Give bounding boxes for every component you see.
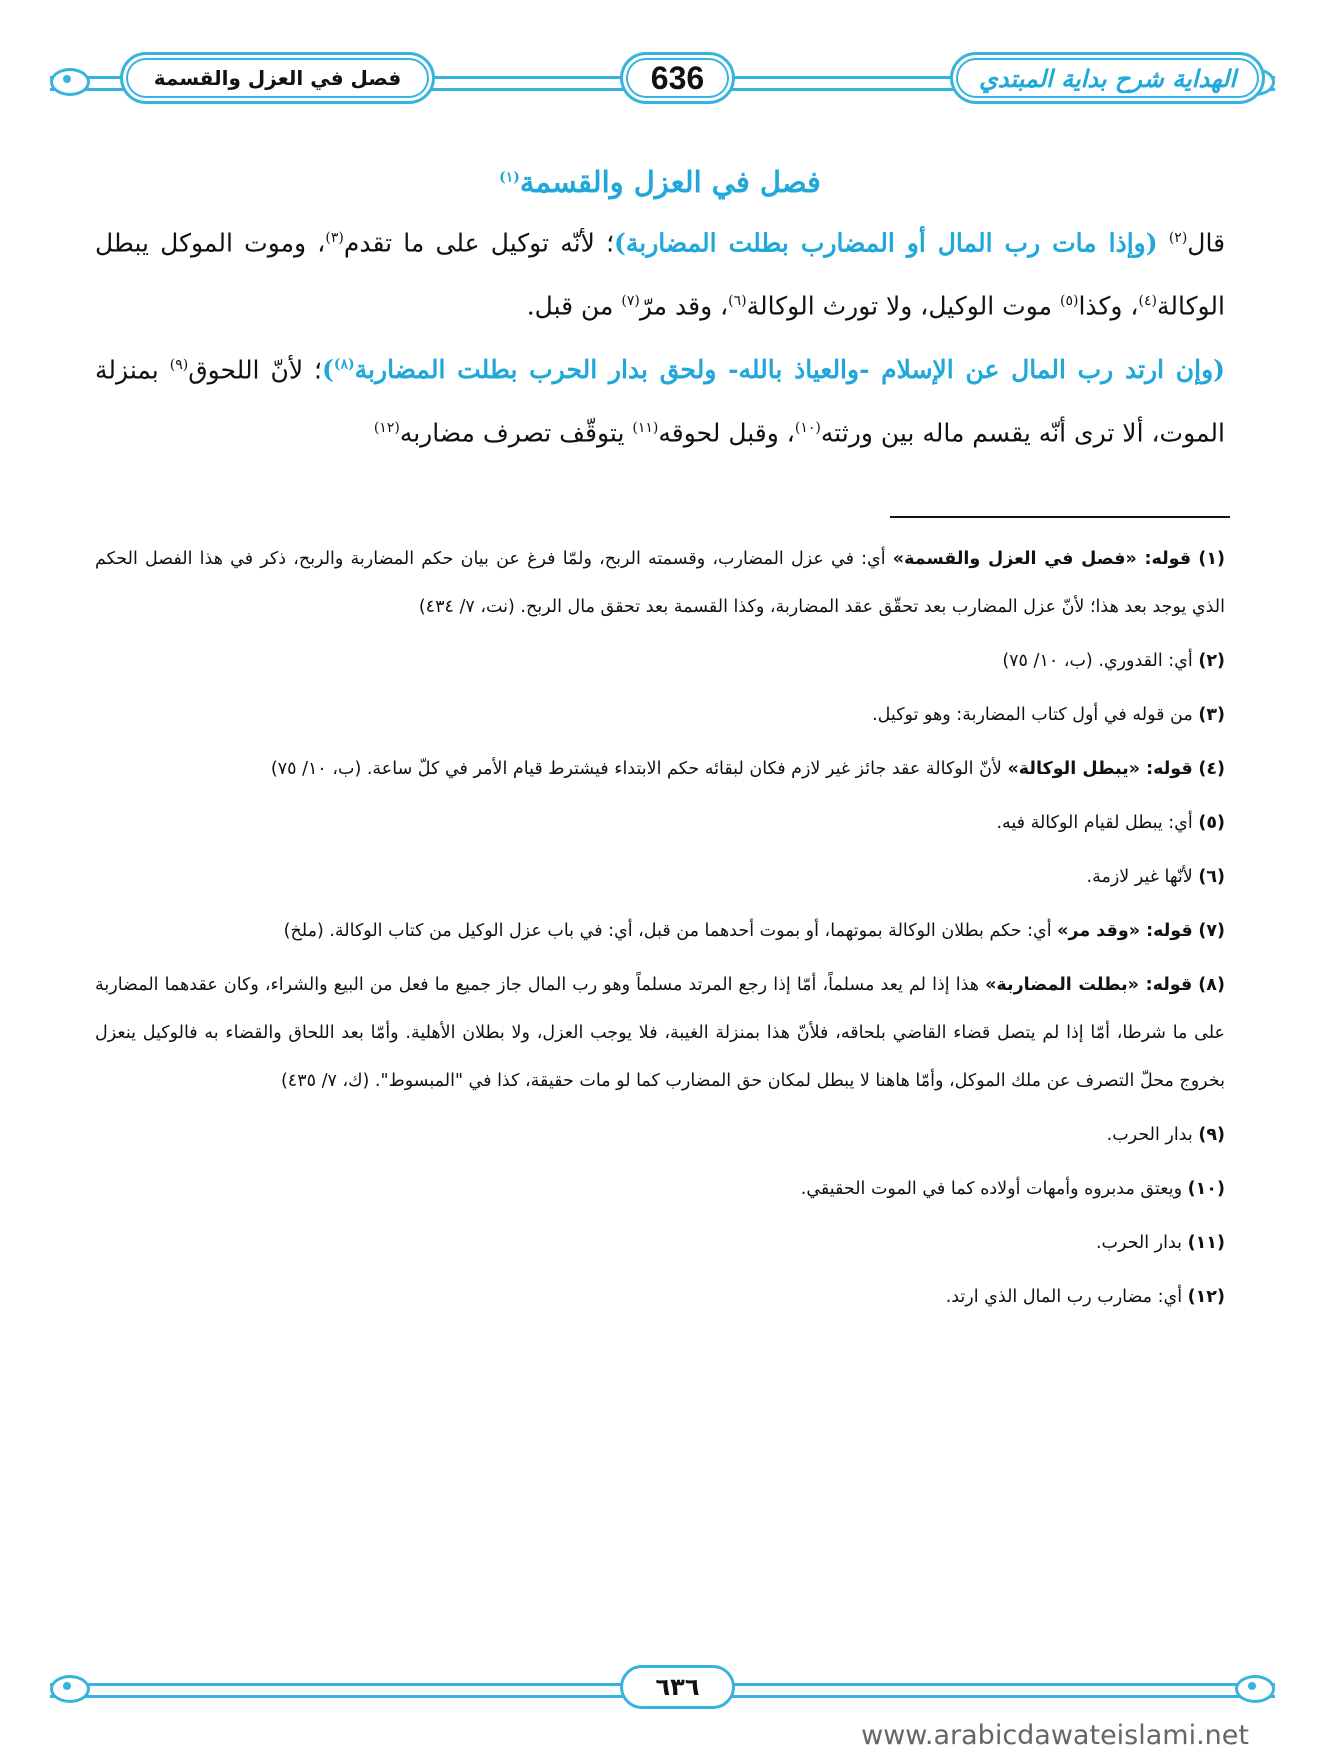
page-number-frame bbox=[620, 52, 735, 104]
footnote-11: (١١) بدار الحرب. bbox=[1095, 1233, 1225, 1253]
section-title: فصل في العزل والقسمة$^{(١)}$ bbox=[499, 165, 821, 199]
page-header bbox=[50, 48, 1275, 108]
page-footer bbox=[50, 1665, 1275, 1711]
footnote-3: (٣) من قوله في أول كتاب المضاربة: وهو توكيل. bbox=[872, 705, 1225, 725]
footnote-7: (٧) قوله: «وقد مر» أي: حكم بطلان الوكالة بموتهما، أو بموت أحدهما من قبل، أي: في باب عزل الوكيل من كتاب الوكالة. (ملخ) bbox=[283, 921, 1225, 941]
footer-page-frame bbox=[620, 1665, 735, 1709]
footnote-6: (٦) لأنّها غير لازمة. bbox=[1086, 867, 1225, 887]
footnote-10: (١٠) ويعتق مدبروه وأمهات أولاده كما في الموت الحقيقي. bbox=[800, 1179, 1225, 1199]
footnote-9: (٩) بدار الحرب. bbox=[1106, 1125, 1225, 1145]
main-text bbox=[95, 165, 1225, 462]
paragraph-2: (وإن ارتد رب المال عن الإسلام -والعياذ بالله- ولحق بدار الحرب بطلت المضاربة$^{(٨)}$)؛ لأنّ اللحوق$^{(٩)}$ بمنزلة الموت، ألا ترى أنّه يقسم ماله بين ورثته$^{(١٠)}$، وقبل لحوقه$^{(١١)}$ يتوقّف تصرف مضاربه$^{(١٢)}$ bbox=[95, 354, 1226, 448]
footnote-12: (١٢) أي: مضارب رب المال الذي ارتد. bbox=[945, 1287, 1225, 1307]
footnote-separator bbox=[890, 516, 1230, 518]
footnote-4: (٤) قوله: «يبطل الوكالة» لأنّ الوكالة عقد جائز غير لازم فكان لبقائه حكم الابتداء فيشترط قيام الأمر في كلّ ساعة. (ب، ١٠/ ٧٥) bbox=[270, 759, 1225, 779]
footnote-8: (٨) قوله: «بطلت المضاربة» هذا إذا لم يعد مسلماً، أمّا إذا رجع المرتد مسلماً وهو رب المال جاز جميع ما فعل من البيع والشراء، وكان عقدهما المضاربة على ما شرطا، أمّا إذا لم يتصل قضاء القاضي بلحاقه، فلأنّ هذا بمنزلة الغيبة، فلا يوجب العزل، ولا بطلان الأهلية. وأمّا بعد اللحاق والقضاء به فالوكيل ينعزل بخروج محلّ التصرف عن ملك الموكل، وأمّا هاهنا لا يبطل لمكان حق المضارب كما لو مات حقيقة، كذا في "المبسوط". (ك، ٧/ ٤٣٥) bbox=[95, 975, 1225, 1091]
footnote-5: (٥) أي: يبطل لقيام الوكالة فيه. bbox=[996, 813, 1225, 833]
page-number: 636 bbox=[650, 59, 705, 96]
chapter-heading-frame bbox=[120, 52, 435, 104]
footer-right-ornament bbox=[1235, 1675, 1275, 1703]
footer-page-number: ٦٣٦ bbox=[655, 1673, 700, 1701]
website-url: www.arabicdawateislami.net bbox=[861, 1720, 1249, 1751]
footnote-1: (١) قوله: «فصل في العزل والقسمة» أي: في عزل المضارب، وقسمته الربح، ولمّا فرغ عن بيان حكم المضاربة والربح، ذكر في هذا الفصل الحكم الذي يوجد بعد هذا؛ لأنّ عزل المضارب بعد تحقّق عقد المضاربة، وكذا القسمة بعد تحقق مال الربح. (نت، ٧/ ٤٣٤) bbox=[95, 549, 1225, 617]
chapter-heading: فصل في العزل والقسمة bbox=[153, 66, 402, 90]
matn-quote-2: (وإن ارتد رب المال عن الإسلام -والعياذ بالله- ولحق بدار الحرب بطلت المضاربة$^{(٨)}$) bbox=[322, 354, 1226, 384]
header-left-ornament bbox=[50, 68, 90, 96]
matn-quote-1: (وإذا مات رب المال أو المضارب بطلت المضاربة) bbox=[614, 228, 1158, 258]
paragraph-1: قال$^{(٢)}$ (وإذا مات رب المال أو المضارب بطلت المضاربة)؛ لأنّه توكيل على ما تقدم$^{(٣)}$، وموت الموكل يبطل الوكالة$^{(٤)}$، وكذا$^{(٥)}$ موت الوكيل، ولا تورث الوكالة$^{(٦)}$، وقد مرّ$^{(٧)}$ من قبل. bbox=[95, 228, 1226, 321]
book-title-frame bbox=[950, 52, 1265, 104]
footnotes bbox=[95, 535, 1225, 1327]
footnote-2: (٢) أي: القدوري. (ب، ١٠/ ٧٥) bbox=[1002, 651, 1225, 671]
footer-left-ornament bbox=[50, 1675, 90, 1703]
book-title: الهداية شرح بداية المبتدي bbox=[979, 63, 1236, 93]
